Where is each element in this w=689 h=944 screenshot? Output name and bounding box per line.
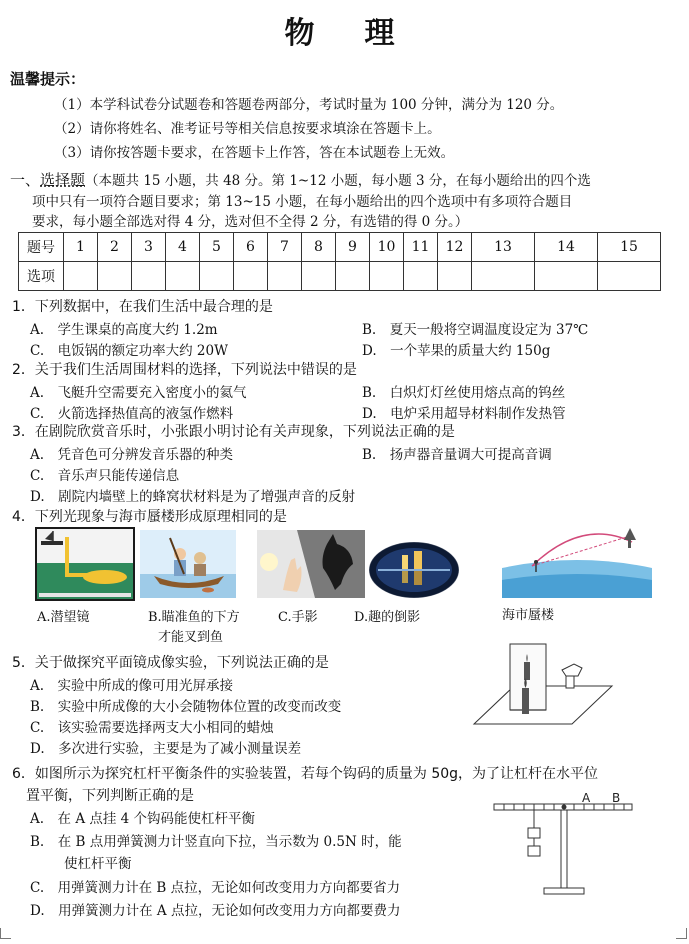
q2-option-c: C. 火箭选择热值高的液氢作燃料 <box>30 406 234 422</box>
answer-table-option-row <box>19 262 661 291</box>
q6-option-a: A. 在 A 点挂 4 个钩码能使杠杆平衡 <box>30 811 256 827</box>
q1-stem: 1．下列数据中，在我们生活中最合理的是 <box>12 299 273 315</box>
q5-option-d: D. 多次进行实验，主要是为了减小测量误差 <box>30 741 302 757</box>
answer-number-14: 14 <box>535 233 598 262</box>
q3-option-d: D. 剧院内墙壁上的蜂窝状材料是为了增强声音的反射 <box>30 489 356 505</box>
answer-number-7: 7 <box>268 233 302 262</box>
answer-number-13: 13 <box>472 233 535 262</box>
answer-cell <box>472 262 535 291</box>
q4-caption-a: A.潜望镜 <box>37 610 90 625</box>
periscope-image <box>35 527 135 601</box>
q6-option-d: D. 用弹簧测力计在 A 点拉，无论如何改变用力方向都要费力 <box>30 903 401 919</box>
spear-fishing-image <box>140 530 236 598</box>
q5-option-b: B. 实验中所成像的大小会随物体位置的改变而改变 <box>30 699 342 715</box>
q3-stem: 3．在剧院欣赏音乐时，小张跟小明讨论有关声现象，下列说法正确的是 <box>12 424 455 440</box>
corner-mark <box>0 928 11 939</box>
q3-option-b: B. 扬声器音量调大可提高音调 <box>362 447 552 463</box>
answer-cell <box>132 262 166 291</box>
answer-number-11: 11 <box>404 233 438 262</box>
q5-stem: 5．关于做探究平面镜成像实验，下列说法正确的是 <box>12 655 329 671</box>
hint-item-1: （1）本学科试卷分试题卷和答题卷两部分，考试时量为 100 分钟，满分为 120 分。 <box>54 97 564 113</box>
q3-option-a: A. 凭音色可分辨发音乐器的种类 <box>30 447 234 463</box>
answer-cell <box>200 262 234 291</box>
answer-cell <box>370 262 404 291</box>
lever-experiment-image <box>490 788 640 896</box>
q4-stem: 4．下列光现象与海市蜃楼形成原理相同的是 <box>12 509 287 525</box>
answer-cell <box>535 262 598 291</box>
answer-cell <box>404 262 438 291</box>
section-1-instructions <box>10 170 670 233</box>
answer-table <box>18 232 661 291</box>
page-title: 物 理 <box>284 16 405 51</box>
answer-cell <box>268 262 302 291</box>
answer-table-label: 题号 <box>19 233 64 262</box>
hint-item-2: （2）请你将姓名、准考证号等相关信息按要求填涂在答题卡上。 <box>54 121 441 137</box>
q6-stem-line2: 置平衡，下列判断正确的是 <box>26 788 194 804</box>
section-line-2: 项中只有一项符合题目要求；第 13~15 小题，在每小题给出的四个选项中有多项符合题目 <box>32 193 573 210</box>
answer-number-15: 15 <box>598 233 661 262</box>
q4-caption-b-line1: B.瞄准鱼的下方 <box>148 610 240 625</box>
lever-label-b: B <box>612 791 621 805</box>
q4-caption-b-line2: 才能叉到鱼 <box>158 630 224 645</box>
q3-option-c: C. 音乐声只能传递信息 <box>30 468 180 484</box>
answer-number-1: 1 <box>64 233 98 262</box>
section-line-1: （本题共 15 小题，共 48 分。第 1~12 小题，每小题 3 分，在每小题给出的四个选 <box>85 173 591 189</box>
answer-cell <box>336 262 370 291</box>
q1-option-a: A. 学生课桌的高度大约 1.2m <box>30 322 218 338</box>
corner-mark <box>676 928 687 939</box>
answer-table-number-row <box>19 233 661 262</box>
q2-option-d: D. 电炉采用超导材料制作发热管 <box>362 406 566 422</box>
q6-stem-line1: 6．如图所示为探究杠杆平衡条件的实验装置，若每个钩码的质量为 50g，为了让杠杆在水平位 <box>12 766 599 782</box>
hint-item-3: （3）请你按答题卡要求，在答题卡上作答，答在本试题卷上无效。 <box>54 145 455 161</box>
q1-option-c: C. 电饭锅的额定功率大约 20W <box>30 343 228 359</box>
answer-number-6: 6 <box>234 233 268 262</box>
q5-option-c: C. 该实验需要选择两支大小相同的蜡烛 <box>30 720 274 736</box>
answer-cell <box>166 262 200 291</box>
plane-mirror-experiment-image <box>466 636 616 730</box>
q6-option-c: C. 用弹簧测力计在 B 点拉，无论如何改变用力方向都要省力 <box>30 880 401 896</box>
q5-option-a: A. 实验中所成的像可用光屏承接 <box>30 678 234 694</box>
answer-number-2: 2 <box>98 233 132 262</box>
answer-number-9: 9 <box>336 233 370 262</box>
answer-number-5: 5 <box>200 233 234 262</box>
reflection-image <box>368 541 460 599</box>
q2-stem: 2．关于我们生活周围材料的选择，下列说法中错误的是 <box>12 362 357 378</box>
answer-number-4: 4 <box>166 233 200 262</box>
q6-option-b-line2: 使杠杆平衡 <box>64 856 132 872</box>
q1-option-d: D. 一个苹果的质量大约 150g <box>362 343 551 359</box>
q4-caption-mirage: 海市蜃楼 <box>502 608 555 623</box>
answer-cell <box>98 262 132 291</box>
q6-option-b-line1: B. 在 B 点用弹簧测力计竖直向下拉，当示数为 0.5N 时，能 <box>30 834 402 850</box>
answer-number-8: 8 <box>302 233 336 262</box>
q1-option-b: B. 夏天一般将空调温度设定为 37℃ <box>362 322 589 338</box>
q2-option-a: A. 飞艇升空需要充入密度小的氦气 <box>30 385 247 401</box>
answer-cell <box>598 262 661 291</box>
answer-number-12: 12 <box>438 233 472 262</box>
lever-label-a: A <box>582 791 591 805</box>
answer-cell <box>438 262 472 291</box>
answer-cell <box>302 262 336 291</box>
hand-shadow-image <box>257 530 365 598</box>
q4-caption-c: C.手影 <box>278 610 318 625</box>
answer-number-10: 10 <box>370 233 404 262</box>
q4-caption-d: D.趣的倒影 <box>354 610 421 625</box>
mirage-image <box>502 522 652 598</box>
answer-table-option-label: 选项 <box>19 262 64 291</box>
answer-cell <box>234 262 268 291</box>
answer-cell <box>64 262 98 291</box>
hints-heading: 温馨提示： <box>10 70 86 88</box>
q2-option-b: B. 白炽灯灯丝使用熔点高的钨丝 <box>362 385 566 401</box>
section-name: 选择题 <box>40 171 86 189</box>
section-line-3: 要求，每小题全部选对得 4 分，选对但不全得 2 分，有选错的得 0 分。） <box>32 214 469 230</box>
answer-number-3: 3 <box>132 233 166 262</box>
section-prefix: 一、 <box>10 171 41 189</box>
